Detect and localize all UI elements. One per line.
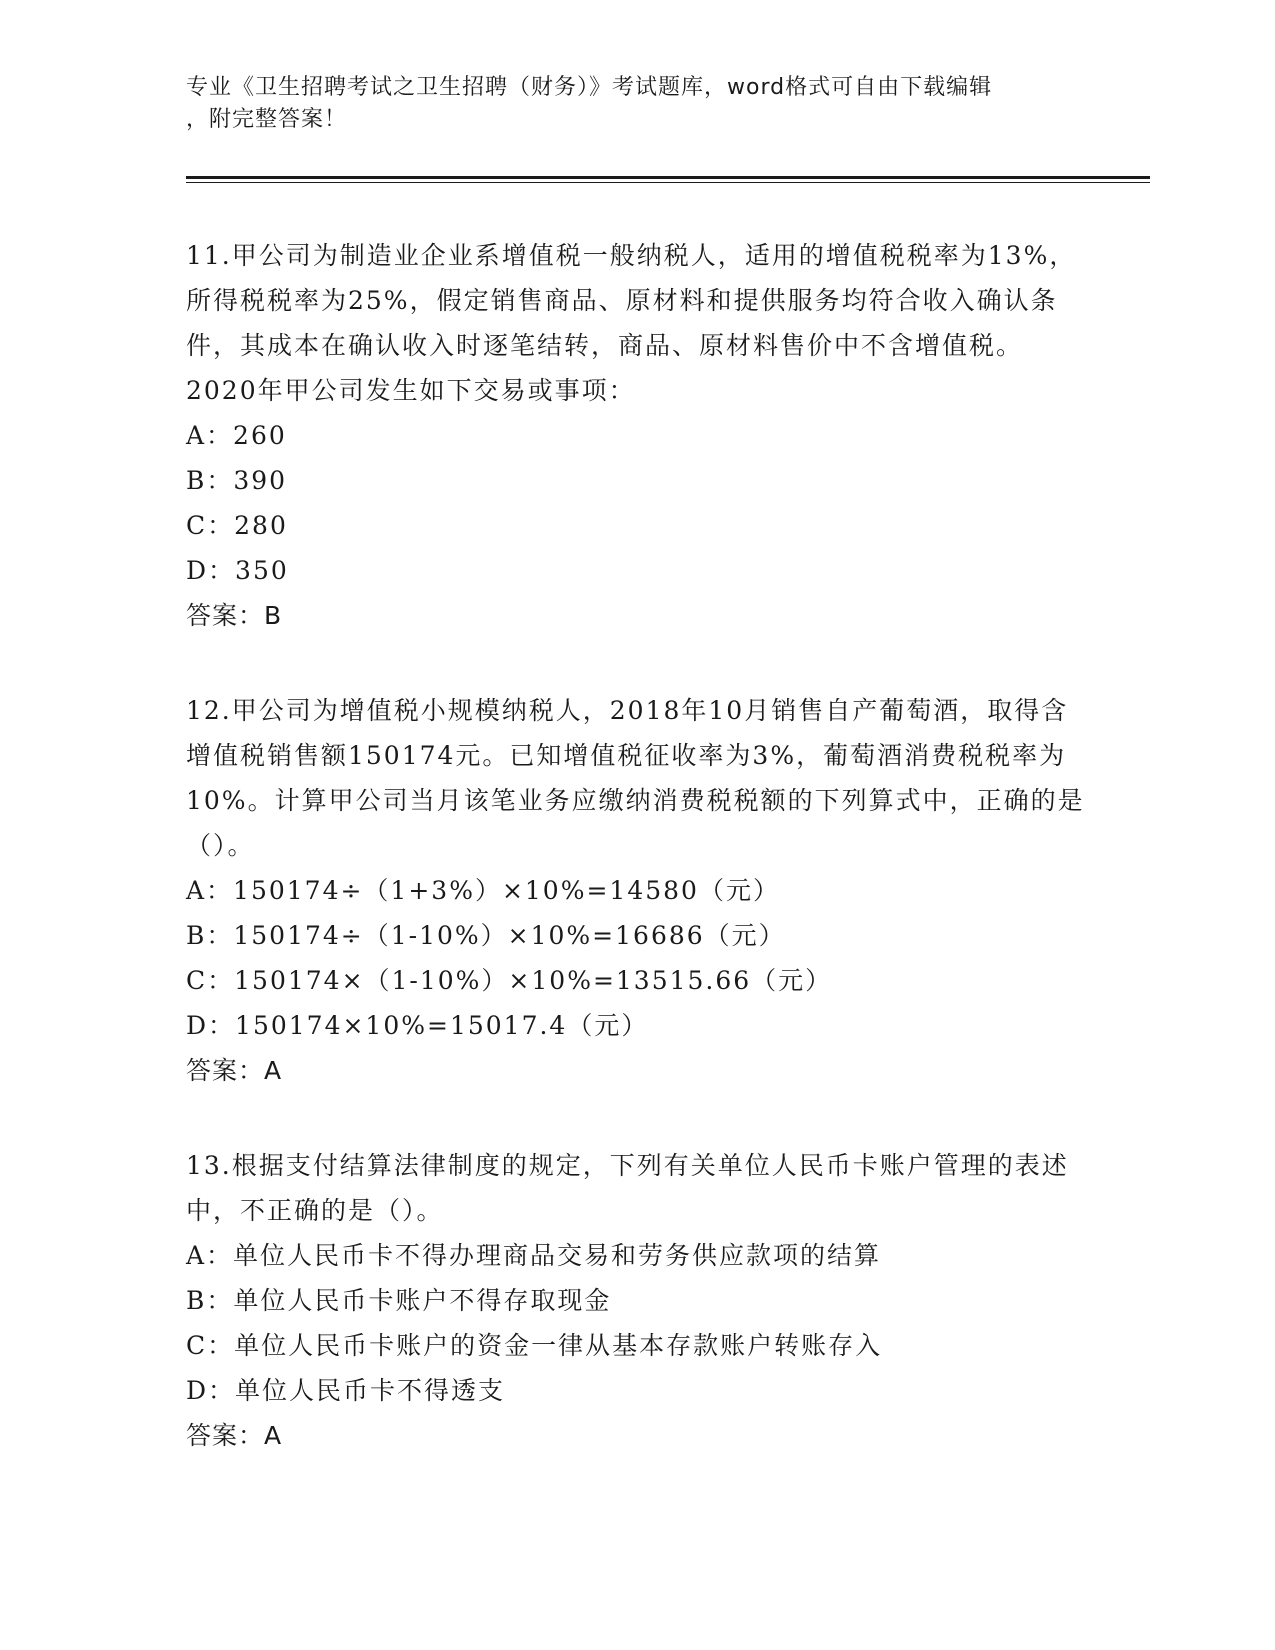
option-c: C：280	[186, 511, 288, 540]
answer: 答案：A	[186, 1421, 283, 1450]
option-c: C：150174×（1-10%）×10%=13515.66（元）	[186, 966, 833, 995]
question-13	[186, 1143, 1086, 1458]
option-b: B：390	[186, 466, 288, 495]
option-b: B：单位人民币卡账户不得存取现金	[186, 1286, 612, 1315]
header-divider-thin	[186, 182, 1150, 183]
option-b: B：150174÷（1-10%）×10%=16686（元）	[186, 921, 786, 950]
question-11	[186, 233, 1086, 638]
header-line-2: ，附完整答案！	[186, 107, 348, 132]
question-stem: 12.甲公司为增值税小规模纳税人，2018年10月销售自产葡萄酒，取得含增值税销售额150174元。已知增值税征收率为3%，葡萄酒消费税税率为10%。计算甲公司当月该笔业务应缴纳消费税税额的下列算式中，正确的是（）。	[186, 696, 1085, 860]
option-d: D：350	[186, 556, 289, 585]
option-a: A：260	[186, 421, 287, 450]
question-12	[186, 688, 1086, 1093]
option-c: C：单位人民币卡账户的资金一律从基本存款账户转账存入	[186, 1331, 883, 1360]
answer: 答案：B	[186, 601, 283, 630]
option-d: D：单位人民币卡不得透支	[186, 1376, 506, 1405]
document-header	[186, 72, 1086, 136]
option-a: A：单位人民币卡不得办理商品交易和劳务供应款项的结算	[186, 1241, 882, 1270]
option-a: A：150174÷（1+3%）×10%=14580（元）	[186, 876, 780, 905]
header-divider-thick	[186, 176, 1150, 179]
answer: 答案：A	[186, 1056, 283, 1085]
question-stem: 13.根据支付结算法律制度的规定，下列有关单位人民币卡账户管理的表述中，不正确的是（）。	[186, 1151, 1069, 1225]
header-line-1: 专业《卫生招聘考试之卫生招聘（财务）》考试题库，word格式可自由下载编辑	[186, 75, 993, 100]
question-stem: 11.甲公司为制造业企业系增值税一般纳税人，适用的增值税税率为13%，所得税税率为25%，假定销售商品、原材料和提供服务均符合收入确认条件，其成本在确认收入时逐笔结转，商品、原材料售价中不含增值税。2020年甲公司发生如下交易或事项：	[186, 241, 1077, 405]
option-d: D：150174×10%=15017.4（元）	[186, 1011, 649, 1040]
